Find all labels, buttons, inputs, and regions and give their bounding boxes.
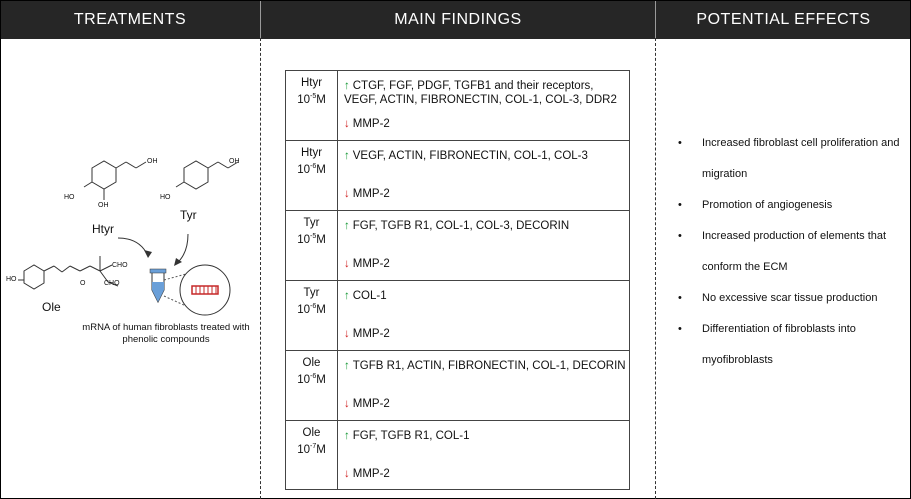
downregulated-genes: ↓ MMP-2 [344,468,390,480]
htyr-label: Htyr [92,222,114,236]
row-concentration: $10^{-6}M$ [297,303,326,316]
header-bar [0,0,911,39]
effect-item: • Differentiation of fibroblasts into myofibroblasts [676,314,906,376]
effect-item: • Increased production of elements that conform the ECM [676,221,906,283]
effect-item: • Promotion of angiogenesis [676,190,906,221]
findings-row [286,421,629,489]
down-arrow-icon: ↓ [344,258,350,270]
up-arrow-icon: ↑ [344,360,350,372]
downregulated-genes: ↓ MMP-2 [344,328,390,340]
up-arrow-icon: ↑ [344,430,350,442]
tyr-ho-label: HO [160,194,171,201]
row-concentration: $10^{-5}M$ [297,233,326,246]
arrow-htyr-icon [118,238,148,256]
htyr-oh-label: OH [147,158,158,165]
findings-row [286,211,629,281]
htyr-oh2-label: OH [98,202,109,209]
upregulated-genes: ↑ COL-1 [344,290,387,302]
mrna-magnified-icon [164,265,230,315]
ole-label: Ole [42,300,61,314]
row-concentration: $10^{-6}M$ [297,373,326,386]
header-potential-effects: POTENTIAL EFFECTS [696,11,871,28]
findings-row [286,141,629,211]
row-label [286,281,338,350]
row-compound: Ole [302,427,321,439]
column-divider-right [655,38,656,499]
upregulated-genes: ↑ TGFB R1, ACTIN, FIBRONECTIN, COL-1, DECORIN [344,360,626,372]
up-arrow-icon: ↑ [344,150,350,162]
down-arrow-icon: ↓ [344,328,350,340]
ole-ho-label: HO [6,276,17,283]
column-divider-left [260,38,261,499]
upregulated-genes: ↑ VEGF, ACTIN, FIBRONECTIN, COL-1, COL-3 [344,150,588,162]
bullet-icon: • [678,137,682,149]
down-arrow-icon: ↓ [344,468,350,480]
tyr-oh-label: OH [229,158,240,165]
row-concentration: $10^{-6}M$ [297,163,326,176]
downregulated-genes: ↓ MMP-2 [344,398,390,410]
bullet-icon: • [678,292,682,304]
up-arrow-icon: ↑ [344,80,350,92]
row-label [286,421,338,489]
row-compound: Htyr [300,77,323,89]
findings-row [286,351,629,421]
chemical-structures-illustration [0,130,260,430]
downregulated-genes: ↓ MMP-2 [344,188,390,200]
row-compound: Htyr [300,147,323,159]
row-concentration: $10^{-5}M$ [297,93,326,106]
treatment-caption: mRNA of human fibroblasts treated with phenolic compounds [82,322,250,345]
bullet-icon: • [678,230,682,242]
down-arrow-icon: ↓ [344,188,350,200]
header-treatments: TREATMENTS [73,11,187,28]
findings-row [286,71,629,141]
row-label [286,71,338,140]
findings-row [286,281,629,351]
findings-table [285,70,630,490]
effect-item: • No excessive scar tissue production [676,283,906,314]
down-arrow-icon: ↓ [344,118,350,130]
tyr-benzene-ring-icon [184,161,208,189]
bullet-icon: • [678,323,682,335]
tyr-label: Tyr [180,208,197,222]
row-compound: Ole [302,357,321,369]
ole-o-label: O [80,280,86,287]
up-arrow-icon: ↑ [344,290,350,302]
test-tube-icon [150,269,166,302]
upregulated-genes: ↑ FGF, TGFB R1, COL-1 [344,430,470,442]
row-compound: Tyr [303,287,320,299]
downregulated-genes: ↓ MMP-2 [344,258,390,270]
ole-cho-label: CHO [112,262,128,269]
header-main-findings: MAIN FINDINGS [394,11,522,28]
row-label [286,351,338,420]
ole-benzene-ring-icon [24,265,44,289]
upregulated-genes: ↑ CTGF, FGF, PDGF, TGFB1 and their receptors, VEGF, ACTIN, FIBRONECTIN, COL-1, COL-3, DDR2 [344,80,617,106]
effect-item: • Increased fibroblast cell proliferation and migration [676,128,906,190]
down-arrow-icon: ↓ [344,398,350,410]
ole-cho2-label: CHO [104,280,120,287]
upregulated-genes: ↑ FGF, TGFB R1, COL-1, COL-3, DECORIN [344,220,570,232]
bullet-icon: • [678,199,682,211]
row-concentration: $10^{-7}M$ [297,443,326,456]
htyr-ho-label: HO [64,194,75,201]
up-arrow-icon: ↑ [344,220,350,232]
row-label [286,141,338,210]
effects-list [676,128,906,376]
downregulated-genes: ↓ MMP-2 [344,118,390,130]
htyr-benzene-ring-icon [92,161,116,189]
row-label [286,211,338,280]
row-compound: Tyr [303,217,320,229]
